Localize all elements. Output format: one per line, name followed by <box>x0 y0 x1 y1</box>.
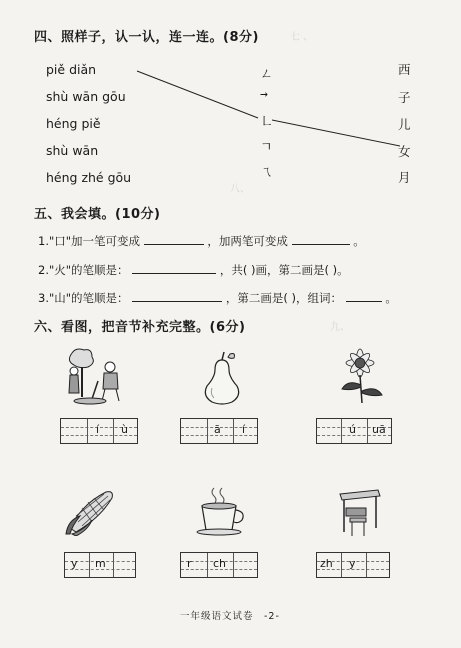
grid-syllable: zh <box>320 557 333 570</box>
pinyin-item: shù wān gōu <box>46 89 126 104</box>
q2-text: ，共( )画，第二画是( )。 <box>219 263 349 277</box>
stroke-item: ㇗ <box>260 115 274 130</box>
q3-text: 3."山"的笔顺是： <box>38 291 129 305</box>
planting-tree-picture <box>62 345 134 407</box>
matching-lines <box>0 0 461 200</box>
desk-chair-picture <box>334 484 384 538</box>
show-through-text: 九、 <box>330 322 350 333</box>
q3-text: 。 <box>385 291 397 305</box>
pinyin-grid <box>316 418 392 444</box>
stroke-item: ㄟ <box>260 165 274 180</box>
answer-blank[interactable] <box>292 233 350 245</box>
q2-text: 2."火"的笔顺是： <box>38 263 129 277</box>
hanzi-item: 月 <box>398 170 411 185</box>
grid-syllable: y <box>71 557 78 570</box>
pinyin-grid <box>180 418 258 444</box>
pinyin-item: héng zhé gōu <box>46 170 132 185</box>
pinyin-grid <box>60 418 138 444</box>
question-3 <box>38 290 397 306</box>
q1-text: 。 <box>353 234 365 248</box>
show-through-text: 八、 <box>230 184 250 195</box>
q1-text: 1."口"加一笔可变成 <box>38 234 141 248</box>
chrysanthemum-picture <box>332 345 388 405</box>
page-footer: 一年级语文试卷 -2- <box>180 611 280 622</box>
pinyin-grid <box>316 552 390 578</box>
answer-blank[interactable] <box>132 290 222 302</box>
answer-blank[interactable] <box>346 290 382 302</box>
pinyin-grid <box>64 552 136 578</box>
pinyin-item: piě diǎn <box>46 62 97 77</box>
pinyin-item: héng piě <box>46 116 101 131</box>
section5-title: 五、我会填。(10分) <box>34 207 161 222</box>
hanzi-item: 西 <box>398 62 411 77</box>
answer-blank[interactable] <box>144 233 204 245</box>
hanzi-item: 子 <box>398 90 411 105</box>
stroke-item: ㄱ <box>260 140 273 155</box>
pear-picture <box>198 350 246 406</box>
stroke-item: → <box>260 87 268 102</box>
stroke-item: ㄥ <box>260 67 274 82</box>
grid-syllable: ù <box>121 423 128 436</box>
pinyin-item: shù wān <box>46 143 99 158</box>
grid-syllable: r <box>187 557 192 570</box>
q3-text: ，第二画是( )，组词： <box>225 291 343 305</box>
teacup-picture <box>194 486 250 536</box>
match-line <box>137 71 258 118</box>
grid-syllable: í <box>96 423 100 436</box>
grid-syllable: uā <box>372 423 386 436</box>
grid-syllable: ú <box>349 423 356 436</box>
q1-text: ，加两笔可变成 <box>207 234 288 248</box>
section6-title: 六、看图，把音节补充完整。(6分) <box>34 320 246 335</box>
grid-syllable: í <box>242 423 246 436</box>
pinyin-grid <box>180 552 258 578</box>
grid-syllable: ā <box>214 423 221 436</box>
hanzi-item: 儿 <box>398 117 411 132</box>
section4-title: 四、照样子，认一认，连一连。(8分) <box>34 30 259 45</box>
question-2 <box>38 262 349 278</box>
show-through-text: 七 、 <box>290 32 314 43</box>
corn-picture <box>62 484 124 536</box>
grid-syllable: ch <box>213 557 227 570</box>
match-line <box>272 120 400 146</box>
grid-syllable: y <box>349 557 356 570</box>
question-1 <box>38 233 365 249</box>
hanzi-item: 女 <box>398 144 411 159</box>
grid-syllable: m <box>95 557 106 570</box>
answer-blank[interactable] <box>132 262 216 274</box>
